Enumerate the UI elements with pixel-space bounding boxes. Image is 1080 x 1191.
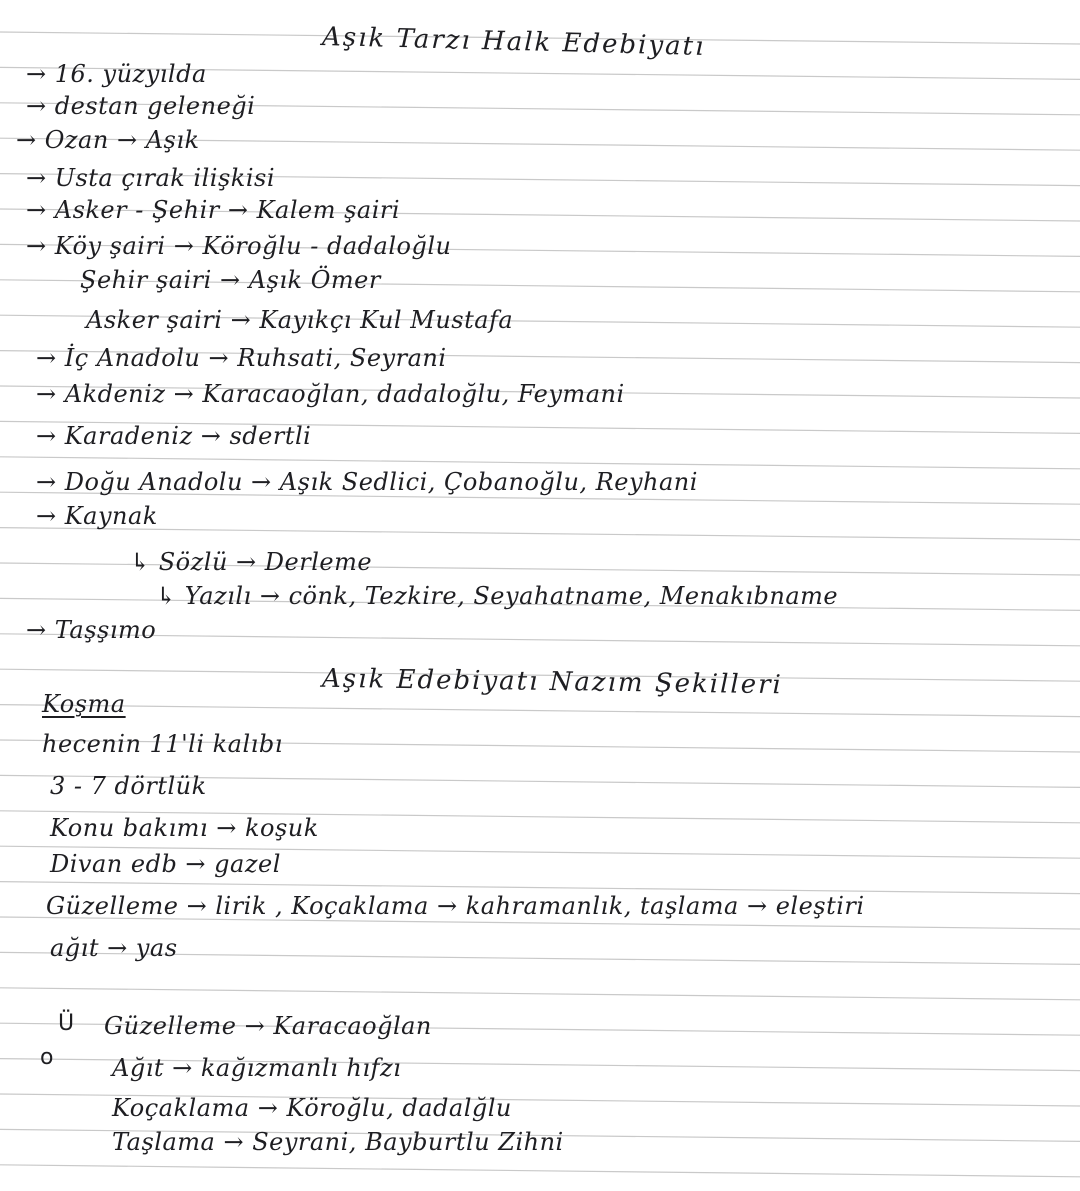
note-line: ağıt → yas (50, 934, 178, 962)
ruled-line (0, 634, 1080, 646)
note-line: Divan edb → gazel (50, 850, 281, 878)
note-line: → Usta çırak ilişkisi (26, 164, 275, 192)
ruled-line (0, 988, 1080, 1000)
note-line: Taşlama → Seyrani, Bayburtlu Zihni (112, 1128, 564, 1156)
note-line: Konu bakımı → koşuk (50, 814, 319, 842)
note-line: → Ozan → Aşık (16, 126, 200, 154)
section2-title: Aşık Edebiyatı Nazım Şekilleri (321, 663, 784, 701)
note-line: ↳ Sözlü → Derleme (130, 548, 373, 576)
ruled-line (0, 705, 1080, 717)
note-line: → 16. yüzyılda (26, 60, 207, 88)
note-line: hecenin 11'li kalıbı (42, 730, 283, 758)
margin-mark: Ü (58, 1011, 75, 1036)
note-line: Asker şairi → Kayıkçı Kul Mustafa (86, 306, 514, 334)
ruled-line (0, 1165, 1080, 1177)
note-line: Güzelleme → lirik , Koçaklama → kahramanlık, taşlama → eleştiri (46, 892, 865, 920)
note-line: Koçaklama → Köroğlu, dadalğlu (112, 1094, 512, 1122)
note-line: Şehir şairi → Aşık Ömer (80, 266, 381, 294)
note-line: → Köy şairi → Köroğlu - dadaloğlu (26, 232, 452, 260)
note-line: Ağıt → kağızmanlı hıfzı (112, 1054, 402, 1082)
note-line: → destan geleneği (26, 92, 256, 120)
note-line: Güzelleme → Karacaoğlan (104, 1012, 432, 1040)
note-line: ↳ Yazılı → cönk, Tezkire, Seyahatname, Menakıbname (156, 582, 839, 610)
note-line: → İç Anadolu → Ruhsati, Seyrani (36, 344, 447, 372)
note-line: → Kaynak (36, 502, 158, 530)
ruled-line (0, 457, 1080, 469)
note-line: → Akdeniz → Karacaoğlan, dadaloğlu, Feymani (36, 380, 625, 408)
margin-mark: o (40, 1045, 54, 1070)
section2-heading: Koşma (42, 690, 126, 718)
ruled-line (0, 528, 1080, 540)
note-line: → Karadeniz → sdertli (36, 422, 312, 450)
note-line: → Taşşımo (26, 616, 157, 644)
note-line: → Asker - Şehir → Kalem şairi (26, 196, 401, 224)
section1-title: Aşık Tarzı Halk Edebiyatı (321, 21, 706, 63)
note-line: → Doğu Anadolu → Aşık Sedlici, Çobanoğlu, Reyhani (36, 468, 698, 496)
note-line: 3 - 7 dörtlük (50, 772, 207, 800)
